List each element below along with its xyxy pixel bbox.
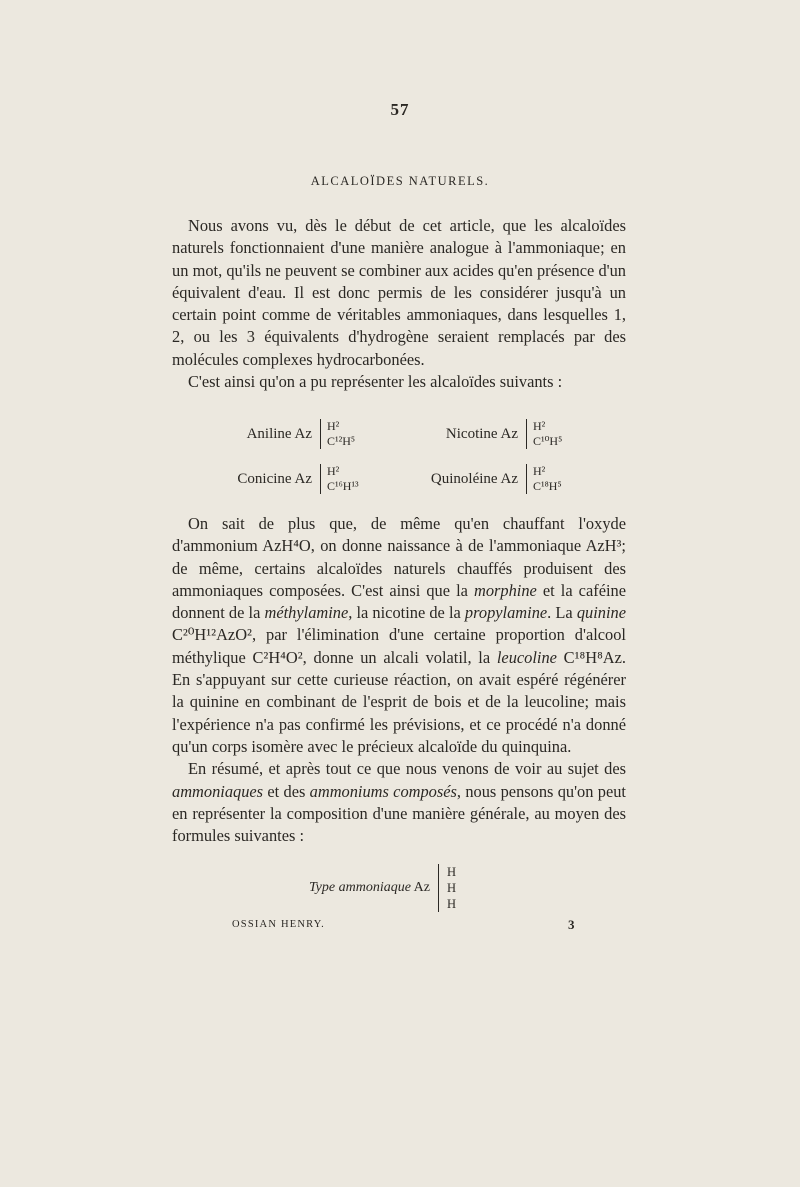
footer-author: OSSIAN HENRY. (232, 919, 326, 930)
type-formula-label: Type ammoniaque (308, 880, 411, 895)
formula-aniline (200, 419, 355, 449)
term-propylamine: propylamine (464, 603, 548, 623)
formula-brace (320, 464, 359, 494)
term-ammoniums: ammoniums composés (309, 781, 457, 801)
text-run: , nous pensons qu'on peut en représenter la composition d'une manière générale, au moyen des formules suivantes : (172, 781, 626, 846)
type-formula-az: Az (413, 880, 430, 895)
formula-quinoleine (400, 464, 562, 494)
type-formula-brace (438, 864, 456, 912)
formula-conicine (200, 464, 359, 494)
text-run: , la nicotine de la (348, 603, 465, 623)
formula-top: H² (327, 419, 340, 433)
formula-bottom: C¹⁶H¹³ (327, 479, 359, 493)
formula-brace (320, 419, 355, 449)
formula-bottom: C¹²H⁵ (327, 434, 356, 448)
text-run: C¹⁸H⁸Az. En s'appuyant sur cette curieuse réaction, on avait espéré régénérer la quinine en combinant de l'esprit de bois et de la leucoline; mais l'expérience n'a pas confirmé les prévisions, et ce procédé n'a donné qu'un corps isomère avec le précieux alcaloïde du quinquina. (172, 647, 626, 756)
text-run: En résumé, et après tout ce que nous venons de voir au sujet des (188, 759, 626, 779)
term-ammoniaques: ammoniaques (172, 781, 264, 801)
type-formula-line: H (447, 881, 457, 895)
type-ammoniaque-formula (270, 864, 456, 912)
term-leucoline: leucoline (496, 647, 557, 667)
formula-top: H² (533, 419, 546, 433)
formula-bottom: C¹⁰H⁵ (533, 434, 563, 448)
formula-name: Aniline Az (246, 425, 312, 442)
formula-top: H² (327, 464, 340, 478)
paragraph-2 (172, 513, 626, 847)
formula-nicotine (400, 419, 562, 449)
type-formula-line: H (447, 897, 457, 911)
text-run: et la caféine donnent de la (172, 580, 626, 623)
term-quinine: quinine (576, 603, 626, 623)
paragraph-1-text: Nous avons vu, dès le début de cet article, que les alcaloïdes naturels fonctionnaient d'une manière analogue à l'ammoniaque; en un mot, qu'ils ne peuvent se combiner aux acides qu'en présence d'un équivalent d'eau. Il est donc permis de les considérer jusqu'à un certain point comme de véritables ammoniaques, dans lesquelles 1, 2, ou les 3 équivalents d'hydrogène seraient remplacés par des molécules complexes hydrocarbonées. (172, 216, 626, 369)
formula-name: Conicine Az (237, 470, 312, 487)
section-title: ALCALOÏDES NATURELS. (310, 174, 490, 188)
paragraph-1-intro: C'est ainsi qu'on a pu représenter les alcaloïdes suivants : (188, 372, 563, 392)
footer-signature: 3 (568, 917, 575, 932)
formula-top: H² (533, 464, 546, 478)
text-run: On sait de plus que, de même qu'en chauffant l'oxyde d'ammonium AzH⁴O, on donne naissance à de l'ammoniaque AzH³; de même, certains alcaloïdes naturels chauffés produisent des ammoniaques composées. C'est ainsi que la (172, 514, 626, 600)
formula-bottom: C¹⁸H⁵ (533, 479, 562, 493)
formula-name: Nicotine Az (445, 425, 518, 442)
formula-name: Quinoléine Az (430, 470, 518, 487)
formula-brace (526, 464, 562, 494)
text-run: et des (263, 781, 310, 801)
term-methylamine: méthylamine (264, 603, 349, 623)
formula-brace (526, 419, 562, 449)
type-formula-line: H (447, 865, 457, 879)
text-run: . La (547, 603, 577, 623)
term-morphine: morphine (474, 580, 537, 600)
page-number: 57 (390, 100, 410, 119)
type-formula-name (270, 880, 438, 896)
text-run: C²⁰H¹²AzO², par l'élimination d'une certaine proportion d'alcool méthylique C²H⁴O², donne un alcali volatil, la (172, 625, 626, 667)
paragraph-1 (172, 215, 626, 393)
